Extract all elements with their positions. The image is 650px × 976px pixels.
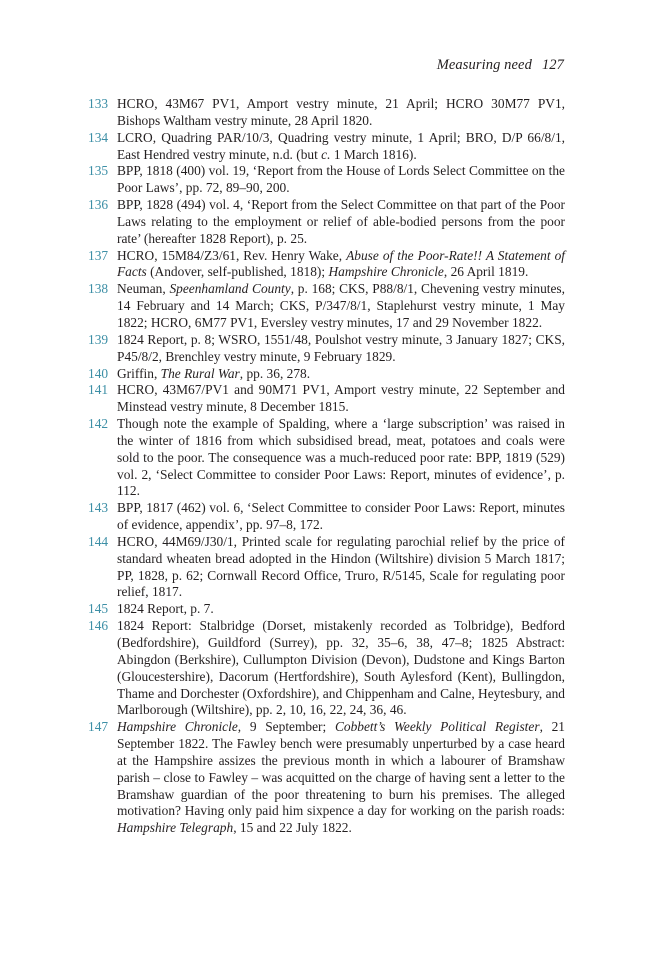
footnote [88, 416, 565, 500]
text-run: 1824 Report: Stalbridge (Dorset, mistakenly recorded as Tolbridge), Bedford (Bedfordshire), Guildford (Surrey), pp. 32, 35–6, 38, 47–8; 1825 Abstract: Abingdon (Berkshire), Cullumpton Division (Devon), Dudstone and Kings Barton (Gloucestershire), Dacorum (Hertfordshire), South Aylesford (Kent), Bullingdon, Thame and Dorchester (Oxfordshire), and Chippenham and Calne, Heytesbury, and Marlborough (Wiltshire), pp. 2, 10, 16, 22, 24, 36, 46. [117, 618, 565, 718]
footnote [88, 500, 565, 534]
footnote [88, 332, 565, 366]
footnote-text [117, 163, 565, 197]
footnote-text [117, 281, 565, 332]
footnote-number: 136 [88, 197, 109, 213]
text-run: 1824 Report, p. 8; WSRO, 1551/48, Poulshot vestry minute, 3 January 1827; CKS, P45/8/2, Brenchley vestry minute, 9 February 1829. [117, 331, 565, 364]
footnote-text [117, 534, 565, 601]
footnote-number: 143 [88, 500, 109, 516]
italic-title: Cobbett’s Weekly Political Register [334, 719, 540, 735]
footnote [88, 130, 565, 164]
italic-title: Hampshire Chronicle [117, 719, 238, 735]
footnote-text [117, 366, 565, 383]
text-run: BPP, 1828 (494) vol. 4, ‘Report from the Select Committee on that part of the Poor Laws relating to the employment or relief of able-bodied persons from the poor rate’ (hereafter 1828 Report), p. 25. [117, 197, 565, 246]
footnote-number: 139 [88, 331, 109, 347]
footnote-list [88, 96, 565, 837]
running-head [437, 57, 564, 74]
footnote-text [117, 332, 565, 366]
footnote-text [117, 601, 565, 618]
text-run: , 15 and 22 July 1822. [233, 820, 352, 836]
footnote [88, 163, 565, 197]
footnote-text [117, 500, 565, 534]
text-run: 1824 Report, p. 7. [117, 601, 214, 617]
text-run: HCRO, 43M67/PV1 and 90M71 PV1, Amport vestry minute, 22 September and Minstead vestry minute, 8 December 1815. [117, 382, 565, 415]
italic-title: Speenhamland County [169, 281, 291, 297]
footnote [88, 601, 565, 618]
footnote [88, 96, 565, 130]
text-run: , pp. 36, 278. [239, 365, 311, 381]
text-run: HCRO, 44M69/J30/1, Printed scale for regulating parochial relief by the price of standard wheaten bread adopted in the Hindon (Wiltshire) division 5 March 1817; PP, 1828, p. 62; Cornwall Record Office, Truro, R/5145, Scale for regulating poor relief, 1817. [117, 533, 565, 600]
text-run: , p. 168; CKS, P88/8/1, Chevening vestry minutes, 14 February and 14 March; CKS, P/347/8/1, Staplehurst vestry minute, 1 May 1822; HCRO, 6M77 PV1, Eversley vestry minutes, 17 and 29 November 1822. [117, 281, 565, 330]
text-run: 1 March 1816). [330, 146, 417, 162]
text-run: HCRO, 43M67 PV1, Amport vestry minute, 21 April; HCRO 30M77 PV1, Bishops Waltham vestry minute, 28 April 1820. [117, 96, 565, 128]
footnote [88, 281, 565, 332]
text-run: BPP, 1817 (462) vol. 6, ‘Select Committee to consider Poor Laws: Report, minutes of evidence, appendix’, pp. 97–8, 172. [117, 500, 565, 533]
text-run: , 9 September; [237, 719, 335, 735]
italic-title: The Rural War [160, 365, 240, 381]
text-run: Neuman, [117, 281, 170, 297]
footnote-number: 138 [88, 281, 109, 297]
chapter-title: Measuring need [436, 57, 532, 73]
footnote [88, 248, 565, 282]
footnote-text [117, 197, 565, 248]
footnote-number: 144 [88, 533, 109, 549]
footnote [88, 197, 565, 248]
footnote-number: 137 [88, 247, 109, 263]
footnote-number: 145 [88, 601, 109, 617]
footnote-text [117, 618, 565, 719]
text-run: Griffin, [117, 365, 161, 381]
footnote-text [117, 96, 565, 130]
footnote [88, 618, 565, 719]
footnote-number: 146 [88, 618, 109, 634]
text-run: (Andover, self-published, 1818); [146, 264, 329, 280]
text-run: Though note the example of Spalding, where a ‘large subscription’ was raised in the winter of 1816 from which subsidised bread, meat, potatoes and coals were sold to the poor. The consequence was a much-reduced poor rate: BPP, 1819 (529) vol. 2, ‘Select Committee to consider Poor Laws: Report, minutes of evidence’, p. 112. [117, 416, 565, 499]
italic-title: Abuse of the Poor-Rate!! A Statement of Facts [117, 247, 566, 280]
footnote-number: 147 [88, 719, 109, 735]
text-run: BPP, 1818 (400) vol. 19, ‘Report from the House of Lords Select Committee on the Poor Laws’, pp. 72, 89–90, 200. [117, 163, 565, 196]
footnote-number: 134 [88, 129, 109, 145]
footnote [88, 719, 565, 837]
footnote-text [117, 130, 565, 164]
footnote-text [117, 248, 565, 282]
footnote-number: 142 [88, 416, 109, 432]
page-number: 127 [541, 57, 564, 73]
footnote-text [117, 416, 565, 500]
italic-title: c. [321, 146, 331, 162]
text-run: , 21 September 1822. The Fawley bench were presumably unperturbed by a case heard at the Hampshire assizes the previous month in which a labourer of Bramshaw parish – close to Fawley – was acquitted on the charge of having sent a letter to the Bramshaw guardian of the poor threatening to burn his premises. The alleged motivation? Having only paid him sixpence a day for working on the parish roads: [117, 719, 566, 819]
footnote-number: 141 [88, 382, 109, 398]
italic-title: Hampshire Chronicle [328, 264, 444, 280]
text-run: , 26 April 1819. [443, 264, 529, 280]
footnote-number: 133 [88, 96, 109, 111]
footnote [88, 366, 565, 383]
italic-title: Hampshire Telegraph [117, 820, 234, 836]
footnote [88, 534, 565, 601]
footnote-number: 135 [88, 163, 109, 179]
text-run: LCRO, Quadring PAR/10/3, Quadring vestry minute, 1 April; BRO, D/P 66/8/1, East Hendred vestry minute, n.d. (but [117, 129, 565, 162]
text-run: HCRO, 15M84/Z3/61, Rev. Henry Wake, [117, 247, 347, 263]
footnote-text [117, 719, 565, 837]
footnote [88, 382, 565, 416]
footnote-text [117, 382, 565, 416]
footnote-number: 140 [88, 365, 109, 381]
